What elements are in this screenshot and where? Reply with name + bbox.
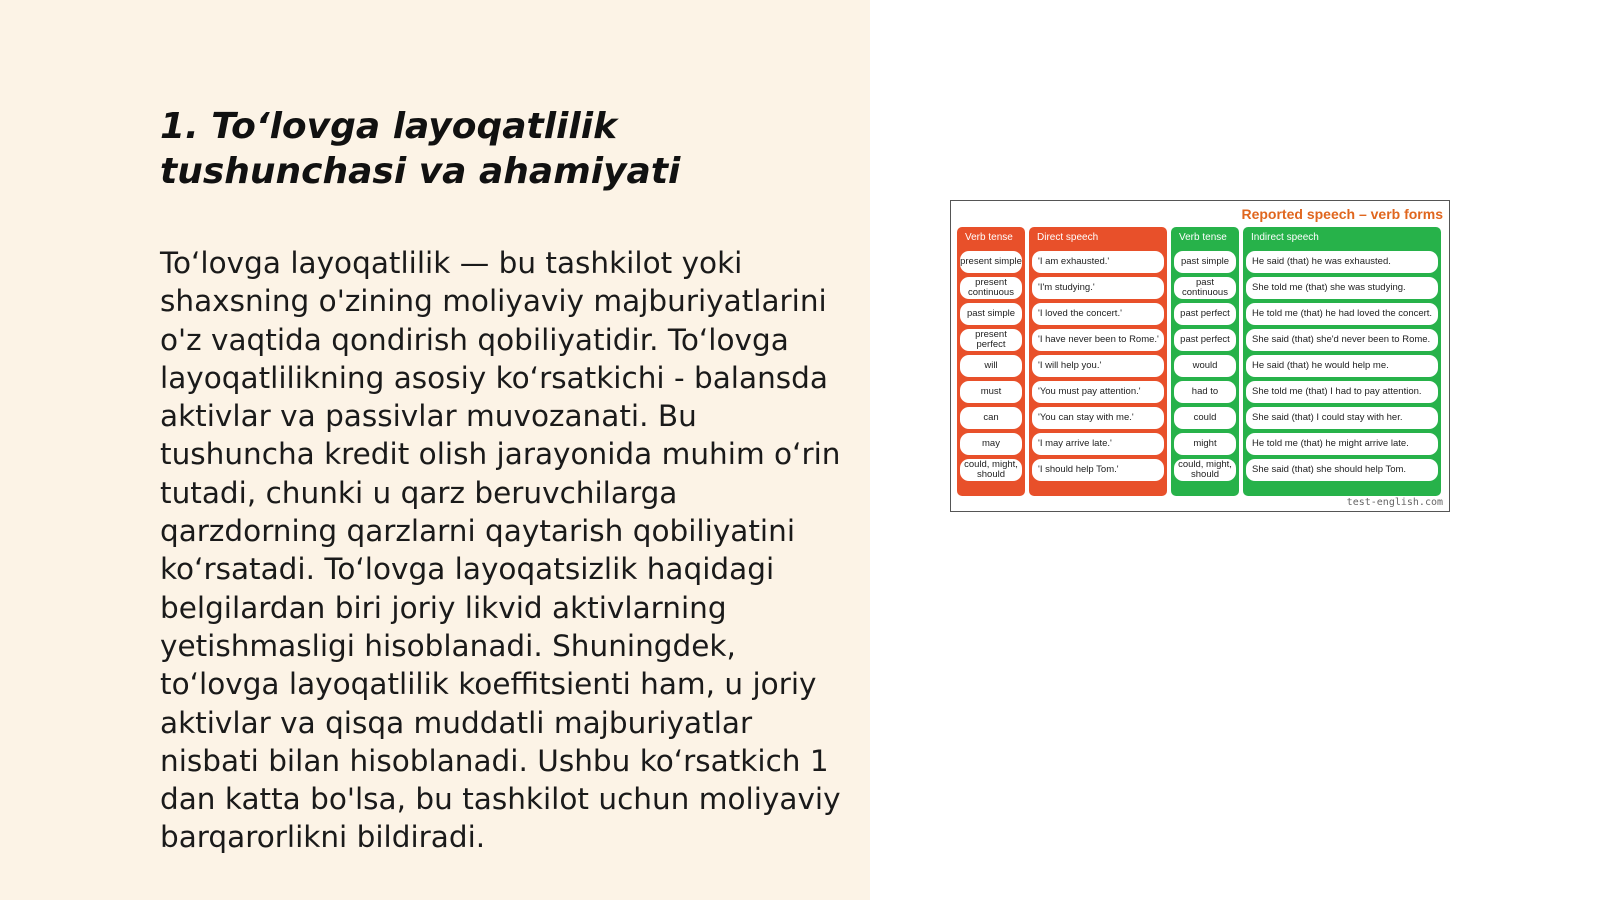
image-title: Reported speech – verb forms (1241, 206, 1443, 222)
table-cell: She said (that) she'd never been to Rome. (1246, 329, 1438, 351)
table-cell: can (960, 407, 1022, 429)
table-cell: He told me (that) he had loved the concert. (1246, 303, 1438, 325)
table-cell: 'I should help Tom.' (1032, 459, 1164, 481)
table-cell: She told me (that) she was studying. (1246, 277, 1438, 299)
table-cell: She said (that) she should help Tom. (1246, 459, 1438, 481)
column-header: Direct speech (1037, 232, 1099, 243)
slide-body-text: To‘lovga layoqatlilik — bu tashkilot yoki shaxsning o'zining moliyaviy majburiyatlarini o'z vaqtida qondirish qobiliyatidir. To‘lovga layoqatlilikning asosiy ko‘rsatkichi - balansda aktivlar va passivlar muvozanati. Bu tushuncha kredit olish jarayonida muhim o‘rin tutadi, chunki u qarz beruvchilarga qarzdorning qarzlarni qaytarish qobiliyatini ko‘rsatadi. To‘lovga layoqatsizlik haqidagi belgilardan biri joriy likvid aktivlarning yetishmasligi hisoblanadi. Shuningdek, to‘lovga layoqatlilik koeffitsienti ham, u joriy aktivlar va qisqa muddatli majburiyatlar nisbati bilan hisoblanadi. Ushbu ko‘rsatkich 1 dan katta bo'lsa, bu tashkilot uchun moliyaviy barqarorlikni bildiradi. (160, 246, 841, 855)
table-cell: present continuous (960, 277, 1022, 299)
table-cell: must (960, 381, 1022, 403)
table-cell: past simple (1174, 251, 1236, 273)
column-indirect-speech (1243, 227, 1441, 496)
table-cell: 'I loved the concert.' (1032, 303, 1164, 325)
column-header: Indirect speech (1251, 232, 1319, 243)
table-cell: 'I may arrive late.' (1032, 433, 1164, 455)
table-cell: would (1174, 355, 1236, 377)
reported-speech-image (950, 200, 1450, 512)
table-cell: present perfect (960, 329, 1022, 351)
table-cell: 'I will help you.' (1032, 355, 1164, 377)
table-cell: might (1174, 433, 1236, 455)
image-footer: test-english.com (1346, 497, 1443, 508)
table-cell: He told me (that) he might arrive late. (1246, 433, 1438, 455)
table-cell: 'You must pay attention.' (1032, 381, 1164, 403)
table-cell: She told me (that) I had to pay attention. (1246, 381, 1438, 403)
table-cell: could, might, should (960, 459, 1022, 481)
table-cell: will (960, 355, 1022, 377)
table-cell: had to (1174, 381, 1236, 403)
table-cell: She said (that) I could stay with her. (1246, 407, 1438, 429)
table-cell: 'I have never been to Rome.' (1032, 329, 1164, 351)
table-cell: past perfect (1174, 329, 1236, 351)
table-cell: 'I am exhausted.' (1032, 251, 1164, 273)
table-cell: past continuous (1174, 277, 1236, 299)
table-cell: 'You can stay with me.' (1032, 407, 1164, 429)
column-direct-speech (1029, 227, 1167, 496)
slide-title: 1. To‘lovga layoqatlilik tushunchasi va ahamiyati (160, 106, 681, 192)
column-verb-tense-direct (957, 227, 1025, 496)
table-cell: past simple (960, 303, 1022, 325)
table-cell: present simple (960, 251, 1022, 273)
column-header: Verb tense (965, 232, 1013, 243)
table-cell: 'I'm studying.' (1032, 277, 1164, 299)
column-header: Verb tense (1179, 232, 1227, 243)
column-verb-tense-indirect (1171, 227, 1239, 496)
table-cell: past perfect (1174, 303, 1236, 325)
table-cell: He said (that) he was exhausted. (1246, 251, 1438, 273)
table-cell: He said (that) he would help me. (1246, 355, 1438, 377)
table-cell: could (1174, 407, 1236, 429)
table-cell: could, might, should (1174, 459, 1236, 481)
table-cell: may (960, 433, 1022, 455)
